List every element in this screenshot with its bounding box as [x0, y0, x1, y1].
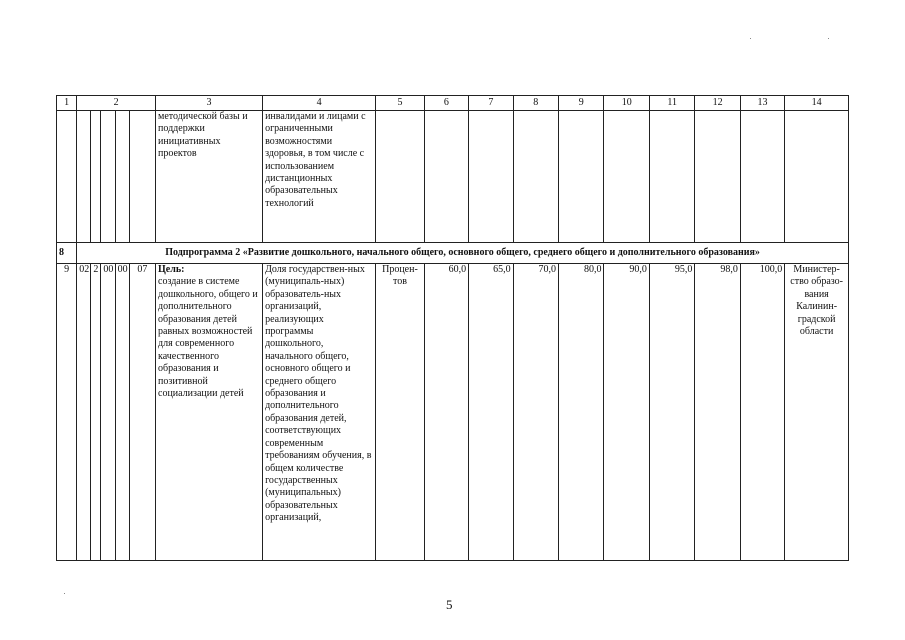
- indicator-text: Доля государствен-ных (муниципаль-ных) образователь-ных организаций, реализующих программы дошкольного, начального общего, основного общего и среднего общего образования и дополнительного образования детей, соответствующих современным требованиям обучения, в общем количестве государственных (муниципальных) образовательных организаций,: [263, 264, 376, 561]
- value-cell: 98,0: [695, 264, 740, 561]
- value-cell: 65,0: [469, 264, 513, 561]
- value-cell: 90,0: [604, 264, 649, 561]
- header-cell: 12: [695, 96, 740, 111]
- row-number: 9: [57, 264, 77, 561]
- header-cell: 8: [513, 96, 558, 111]
- header-cell: 6: [424, 96, 468, 111]
- code-part: 00: [101, 264, 115, 561]
- unit-text: Процен-тов: [376, 264, 424, 561]
- header-cell: 14: [785, 96, 849, 111]
- scan-speck: [64, 593, 65, 594]
- header-cell: 10: [604, 96, 649, 111]
- scan-speck: [828, 38, 829, 39]
- subprogram-row: [57, 243, 849, 264]
- value-cell: 95,0: [649, 264, 694, 561]
- header-cell: 3: [156, 96, 263, 111]
- subprogram-title: Подпрограмма 2 «Развитие дошкольного, начального общего, основного общего, среднего общего и дополнительного образования»: [77, 243, 849, 264]
- continuation-task-text: методической базы и поддержки инициативных проектов: [156, 111, 263, 243]
- value-cell: 100,0: [740, 264, 784, 561]
- header-cell: 13: [740, 96, 784, 111]
- continuation-indicator-text: инвалидами и лицами с ограниченными возможностями здоровья, в том числе с использованием дистанционных образовательных технологий: [263, 111, 376, 243]
- scan-speck: [750, 38, 751, 39]
- subprogram-number: 8: [57, 243, 77, 264]
- code-part: 02: [77, 264, 91, 561]
- header-cell: 2: [77, 96, 156, 111]
- code-part: 00: [115, 264, 129, 561]
- indicators-table: [56, 95, 849, 561]
- indicator-row: [57, 264, 849, 561]
- value-cell: 80,0: [559, 264, 604, 561]
- page-number: 5: [446, 597, 453, 612]
- goal-text: создание в системе дошкольного, общего и дополнительного образования детей равных возможностей для современного качественного образования и позитивной социализации детей: [158, 276, 258, 400]
- goal-cell: [156, 264, 263, 561]
- continuation-row: [57, 111, 849, 243]
- header-row: [57, 96, 849, 111]
- header-cell: 1: [57, 96, 77, 111]
- header-cell: 9: [559, 96, 604, 111]
- header-cell: 4: [263, 96, 376, 111]
- header-cell: 11: [649, 96, 694, 111]
- responsible-text: Министер-ство образо-вания Калинин-градской области: [785, 264, 849, 561]
- code-part: 07: [129, 264, 155, 561]
- value-cell: 70,0: [513, 264, 558, 561]
- header-cell: 7: [469, 96, 513, 111]
- header-cell: 5: [376, 96, 424, 111]
- value-cell: 60,0: [424, 264, 468, 561]
- code-part: 2: [91, 264, 101, 561]
- goal-label: Цель:: [158, 264, 185, 275]
